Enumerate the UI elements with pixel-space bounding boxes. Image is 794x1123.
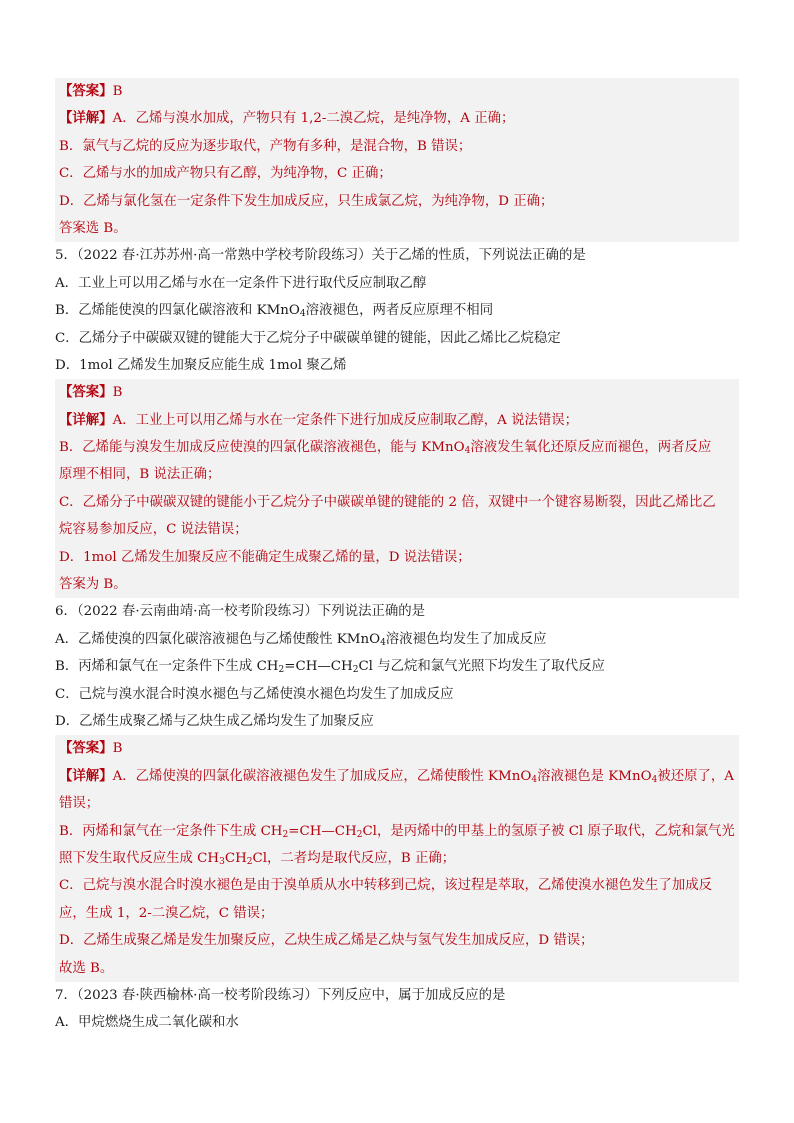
answer-line — [55, 160, 739, 187]
subscript: 4 — [531, 774, 538, 785]
question-block — [55, 598, 739, 735]
answer-line — [55, 955, 739, 982]
answer-line — [55, 105, 739, 132]
text-run: =CH—CH — [284, 659, 353, 675]
text-run: A．乙烯使溴的四氯化碳溶液褪色与乙烯使酸性 KMnO — [55, 631, 381, 647]
question-block — [55, 982, 739, 1037]
question-line — [55, 297, 739, 324]
section-tag: 【答案】 — [59, 83, 113, 99]
question-line — [55, 1009, 739, 1036]
question-line — [55, 982, 739, 1009]
question-line — [55, 653, 739, 680]
text-run: B．丙烯和氯气在一定条件下生成 CH — [55, 659, 279, 675]
text-run: A．乙烯与溴水加成，产物只有 1,2-二溴乙烷，是纯净物，A 正确； — [112, 111, 515, 127]
subscript: 4 — [299, 309, 306, 320]
text-run: C．己烷与溴水混合时溴水褪色与乙烯使溴水褪色均发生了加成反应 — [55, 686, 454, 702]
question-block — [55, 242, 739, 379]
text-run: B — [112, 84, 123, 99]
text-run: B — [112, 385, 123, 401]
question-line — [55, 681, 739, 708]
answer-line — [55, 78, 739, 105]
subscript: 2 — [246, 856, 253, 867]
text-run: D．乙烯生成聚乙烯与乙炔生成乙烯均发生了加聚反应 — [55, 713, 374, 729]
answer-line — [55, 461, 739, 488]
answer-line — [55, 133, 739, 160]
text-run: D．1mol 乙烯发生加聚反应能生成 1mol 聚乙烯 — [55, 357, 347, 373]
answer-line — [55, 489, 739, 516]
subscript: 3 — [219, 856, 225, 867]
text-run: A．工业上可以用乙烯与水在一定条件下进行加成反应制取乙醇，A 说法错误； — [112, 412, 579, 428]
text-run: Cl，是丙烯中的甲基上的氢原子被 Cl 原子取代，乙烷和氯气光 — [362, 823, 735, 839]
text-run: 被还原了，A — [657, 768, 734, 784]
question-line — [55, 325, 739, 352]
text-run: 错误； — [59, 796, 100, 812]
text-run: Cl，二者均是取代反应，B 正确； — [252, 850, 456, 866]
text-run: B．氯气与乙烷的反应为逐步取代，产物有多种，是混合物，B 错误； — [59, 138, 472, 154]
question-line — [55, 270, 739, 297]
text-run: C．己烷与溴水混合时溴水褪色是由于溴单质从水中转移到己烷，该过程是萃取，乙烯使溴水褪色发生了加成反 — [59, 878, 712, 894]
answer-line — [55, 927, 739, 954]
question-line — [55, 352, 739, 379]
answer-explanation-block — [55, 379, 739, 598]
subscript: 4 — [464, 446, 471, 457]
document-content — [55, 78, 739, 1037]
subscript: 4 — [651, 774, 658, 785]
question-line — [55, 708, 739, 735]
subscript: 2 — [352, 665, 359, 676]
question-line — [55, 242, 739, 269]
text-run: 5．（2022 春·江苏苏州·高一常熟中学校考阶段练习）关于乙烯的性质，下列说法正确的是 — [55, 248, 586, 264]
text-run: A．工业上可以用乙烯与水在一定条件下进行取代反应制取乙醇 — [55, 275, 427, 291]
answer-line — [55, 818, 739, 845]
answer-explanation-block — [55, 78, 739, 242]
text-run: 溶液褪色均发生了加成反应 — [385, 631, 547, 647]
text-run: 7．（2023 春·陕西榆林·高一校考阶段练习）下列反应中，属于加成反应的是 — [55, 987, 506, 1003]
section-tag: 【详解】 — [59, 110, 113, 127]
answer-line — [55, 407, 739, 434]
text-run: B．乙烯能使溴的四氯化碳溶液和 KMnO — [55, 303, 300, 319]
text-run: C．乙烯与水的加成产物只有乙醇，为纯净物，C 正确； — [59, 166, 392, 182]
text-run: 溶液褪色是 KMnO — [537, 768, 652, 784]
subscript: 2 — [278, 665, 285, 676]
text-run: B．乙烯能与溴发生加成反应使溴的四氯化碳溶液褪色，能与 KMnO — [59, 440, 465, 456]
text-run: B．丙烯和氯气在一定条件下生成 CH — [59, 823, 283, 839]
answer-line — [55, 188, 739, 215]
text-run: D．1mol 乙烯发生加聚反应不能确定生成聚乙烯的量，D 说法错误； — [59, 549, 471, 565]
text-run: A．甲烷燃烧生成二氧化碳和水 — [55, 1015, 239, 1031]
question-line — [55, 626, 739, 653]
answer-line — [55, 571, 739, 598]
answer-line — [55, 763, 739, 790]
text-run: A．乙烯使溴的四氯化碳溶液褪色发生了加成反应，乙烯使酸性 KMnO — [112, 768, 532, 784]
answer-line — [55, 379, 739, 406]
text-run: =CH—CH — [288, 823, 357, 839]
text-run: CH — [224, 850, 247, 866]
text-run: B — [112, 741, 123, 757]
answer-line — [55, 790, 739, 817]
section-tag: 【详解】 — [59, 411, 113, 428]
subscript: 4 — [380, 637, 386, 648]
answer-line — [55, 516, 739, 543]
answer-line — [55, 872, 739, 899]
text-run: 溶液褪色，两者反应原理不相同 — [305, 303, 494, 319]
section-tag: 【答案】 — [59, 384, 113, 401]
text-run: 故选 B。 — [59, 960, 114, 976]
answer-explanation-block — [55, 735, 739, 982]
text-run: D．乙烯与氯化氢在一定条件下发生加成反应，只生成氯乙烷，为纯净物，D 正确； — [59, 193, 554, 209]
text-run: C．乙烯分子中碳碳双键的键能小于乙烷分子中碳碳单键的键能的 2 倍，双键中一个键容易断裂，因此乙烯比乙 — [59, 494, 716, 510]
text-run: 6．（2022 春·云南曲靖·高一校考阶段练习）下列说法正确的是 — [55, 604, 426, 620]
section-tag: 【详解】 — [59, 767, 113, 784]
text-run: 答案为 B。 — [59, 577, 127, 593]
text-run: 烷容易参加反应，C 说法错误； — [59, 522, 248, 538]
text-run: 答案选 B。 — [59, 220, 127, 236]
answer-line — [55, 434, 739, 461]
answer-line — [55, 544, 739, 571]
question-line — [55, 598, 739, 625]
text-run: C．乙烯分子中碳碳双键的键能大于乙烷分子中碳碳单键的键能，因此乙烯比乙烷稳定 — [55, 330, 561, 346]
section-tag: 【答案】 — [59, 740, 113, 757]
answer-line — [55, 845, 739, 872]
subscript: 2 — [282, 829, 289, 840]
text-run: Cl 与乙烷和氯气光照下均发生了取代反应 — [358, 659, 605, 675]
answer-line — [55, 215, 739, 242]
text-run: 溶液发生氧化还原反应而褪色，两者反应 — [470, 440, 712, 456]
subscript: 2 — [356, 829, 363, 840]
answer-line — [55, 900, 739, 927]
text-run: 应，生成 1，2-二溴乙烷，C 错误； — [59, 905, 274, 921]
answer-line — [55, 735, 739, 762]
text-run: D．乙烯生成聚乙烯是发生加聚反应，乙炔生成乙烯是乙炔与氢气发生加成反应，D 错误； — [59, 933, 594, 949]
text-run: 照下发生取代反应生成 CH — [59, 850, 220, 866]
text-run: 原理不相同，B 说法正确； — [59, 467, 221, 483]
